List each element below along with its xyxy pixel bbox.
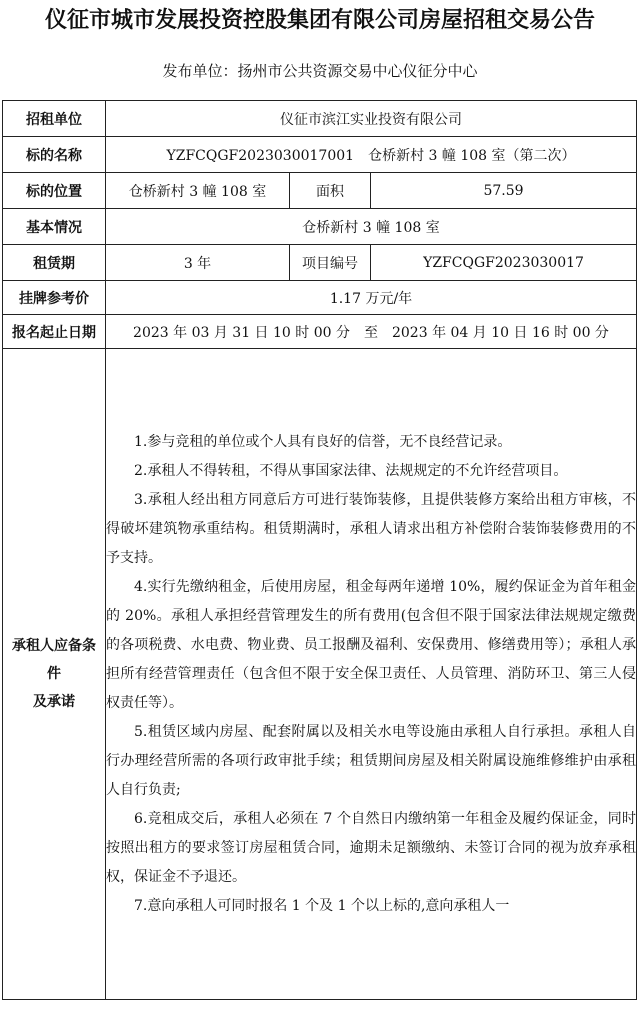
project-no-label: 项目编号 xyxy=(290,245,371,281)
table-row-registration-period xyxy=(3,315,637,349)
target-name-value: YZFCQGF2023030017001 仓桥新村 3 幢 108 室（第二次） xyxy=(106,137,637,173)
registration-period-value: 2023 年 03 月 31 日 10 时 00 分 至 2023 年 04 月 10 日 16 时 00 分 xyxy=(106,315,637,349)
target-location-label: 标的位置 xyxy=(3,173,106,209)
table-row-lease-term xyxy=(3,245,637,281)
basic-info-value: 仓桥新村 3 幢 108 室 xyxy=(106,209,637,245)
terms-label-line1: 承租人应备条 xyxy=(12,638,96,654)
target-name-label: 标的名称 xyxy=(3,137,106,173)
table-row-target-location xyxy=(3,173,637,209)
clause-1: 1.参与竞租的单位或个人具有良好的信誉，无不良经营记录。 xyxy=(134,433,512,450)
terms-label-line3: 及承诺 xyxy=(33,694,75,710)
clause-7: 7.意向承租人可同时报名 1 个及 1 个以上标的,意向承租人一 xyxy=(134,897,510,914)
reference-price-label: 挂牌参考价 xyxy=(3,281,106,315)
table-row-lessor xyxy=(3,101,637,137)
reference-price-value: 1.17 万元/年 xyxy=(106,281,637,315)
lessor-value: 仪征市滨江实业投资有限公司 xyxy=(106,101,637,137)
area-value: 57.59 xyxy=(371,173,637,209)
lease-term-label: 租赁期 xyxy=(3,245,106,281)
project-no-value: YZFCQGF2023030017 xyxy=(371,245,637,281)
terms-label xyxy=(3,349,106,1000)
table-row-terms xyxy=(3,349,637,1000)
target-location-value: 仓桥新村 3 幢 108 室 xyxy=(106,173,290,209)
clause-3: 3.承租人经出租方同意后方可进行装饰装修，且提供装修方案给出租方审核，不得破坏建筑物承重结构。租赁期满时，承租人请求出租方补偿附合装饰装修费用的不予支持。 xyxy=(106,491,636,566)
table-row-reference-price xyxy=(3,281,637,315)
notice-title: 仪征市城市发展投资控股集团有限公司房屋招租交易公告 xyxy=(44,8,595,33)
terms-label-line2: 件 xyxy=(47,666,61,682)
tender-info-table xyxy=(2,100,637,1000)
publisher-line: 发布单位：扬州市公共资源交易中心仪征分中心 xyxy=(162,62,478,80)
clause-5: 5.租赁区域内房屋、配套附属以及相关水电等设施由承租人自行承担。承租人自行办理经营所需的各项行政审批手续；租赁期间房屋及相关附属设施维修维护由承租人自行负责; xyxy=(106,723,636,798)
clause-2: 2.承租人不得转租，不得从事国家法律、法规规定的不允许经营项目。 xyxy=(134,462,568,479)
area-label: 面积 xyxy=(290,173,371,209)
registration-period-label: 报名起止日期 xyxy=(3,315,106,349)
lessor-label: 招租单位 xyxy=(3,101,106,137)
table-row-basic-info xyxy=(3,209,637,245)
clause-4: 4.实行先缴纳租金，后使用房屋，租金每两年递增 10%，履约保证金为首年租金的 20%。承租人承担经营管理发生的所有费用(包含但不限于国家法律法规规定缴费的各项税费、水电费、物业费、员工报酬及福利、安保费用、修缮费用等）；承租人承担所有经营管理责任（包含但不限于安全保卫责任、人员管理、消防环卫、第三人侵权责任等）。 xyxy=(106,578,636,711)
terms-content xyxy=(106,349,637,1000)
clause-6: 6.竞租成交后，承租人必须在 7 个自然日内缴纳第一年租金及履约保证金，同时按照出租方的要求签订房屋租赁合同，逾期未足额缴纳、未签订合同的视为放弃承租权，保证金不予退还。 xyxy=(106,810,636,885)
table-row-target-name xyxy=(3,137,637,173)
lease-term-value: 3 年 xyxy=(106,245,290,281)
basic-info-label: 基本情况 xyxy=(3,209,106,245)
